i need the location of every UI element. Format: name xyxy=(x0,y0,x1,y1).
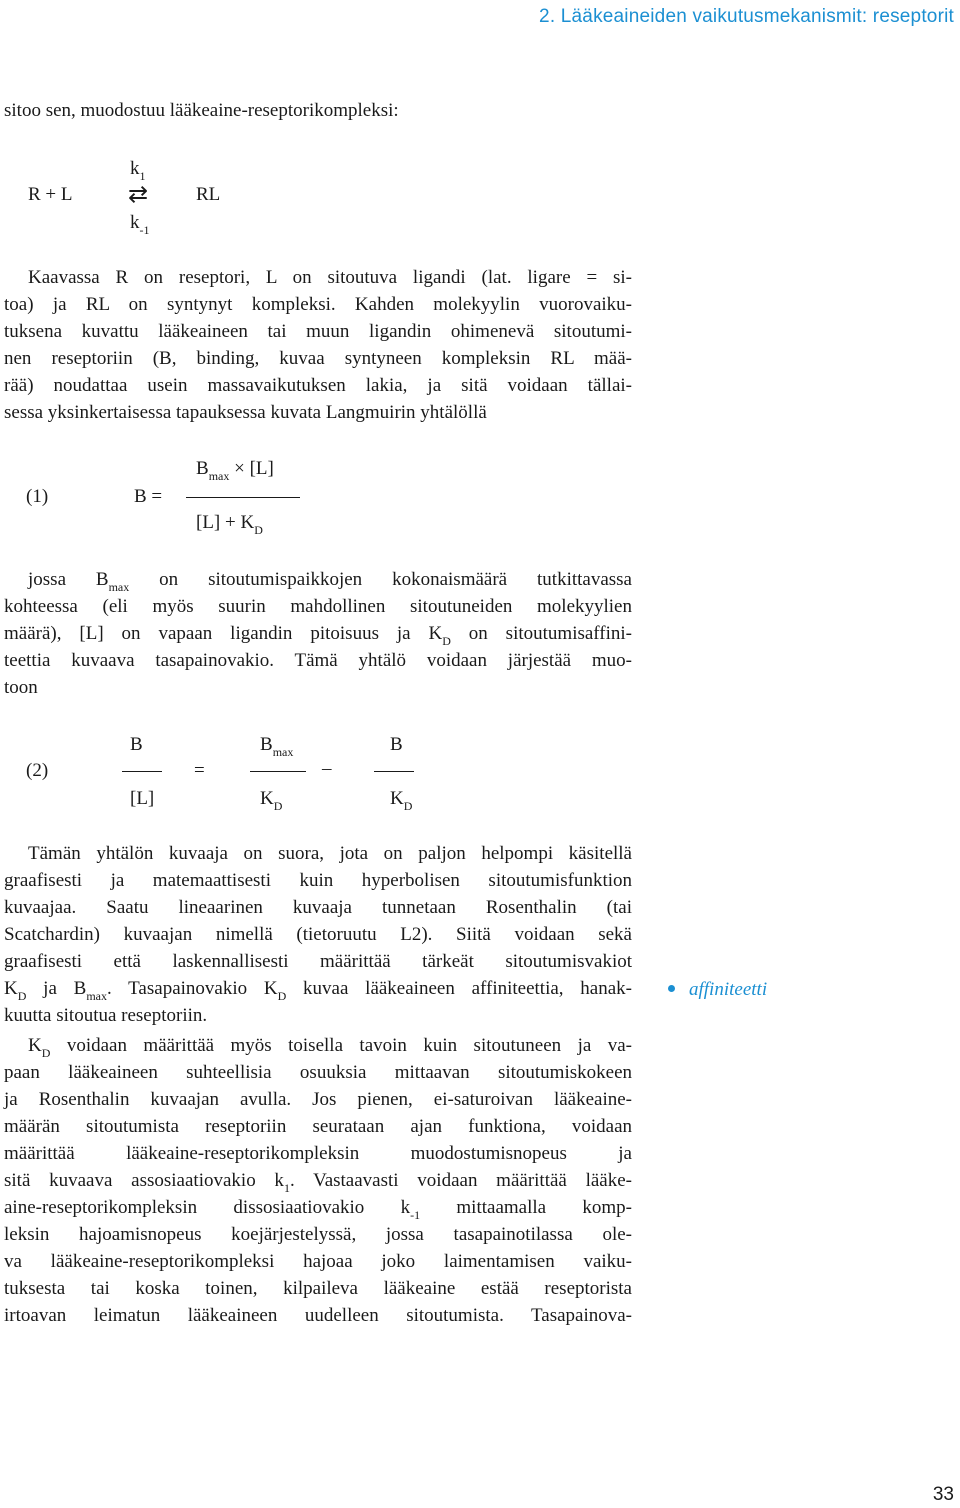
text-line: Scatchardin) kuvaajan nimellä (tietoruutu L2). Siitä voidaan sekä xyxy=(4,924,632,945)
text-line: kuvaajaa. Saatu lineaarinen kuvaaja tunnetaan Rosenthalin (tai xyxy=(4,897,632,918)
equation-numerator: $B_{max} \times [L]$ xyxy=(196,458,274,483)
text-line: kohteessa (eli myös suurin mahdollinen sitoutuneiden molekyylien xyxy=(4,596,632,617)
fraction-1-denominator: [L] xyxy=(130,788,155,809)
text-line: määrä), [L] on vapaan ligandin pitoisuus ja $K_D$ on sitoutumisaffini- xyxy=(4,623,632,648)
text-line: $K_D$ ja $B_{max}$. Tasapainovakio $K_D$ kuvaa lääkeaineen affiniteettia, hanak- xyxy=(4,978,633,1003)
chapter-header: 2. Lääkeaineiden vaikutusmekanismit: reseptorit xyxy=(539,6,954,27)
text-line: jossa $B_{max}$ on sitoutumispaikkojen kokonaismäärä tutkittavassa xyxy=(28,569,632,594)
fraction-3-denominator: $K_D$ xyxy=(390,788,413,813)
text-line: nen reseptoriin (B, binding, kuvaa syntyneen kompleksin RL mää- xyxy=(4,348,632,369)
reactants: R + L xyxy=(28,184,73,205)
paragraph-2 xyxy=(4,566,632,701)
fraction-bar xyxy=(250,771,306,772)
text-line: Tämän yhtälön kuvaaja on suora, jota on paljon helpompi käsitellä xyxy=(28,843,632,864)
text-line: rää) noudattaa usein massavaikutuksen lakia, ja sitä voidaan tällai- xyxy=(4,375,632,396)
paragraph-4 xyxy=(4,1032,632,1329)
page-number: 33 xyxy=(932,1484,954,1505)
text-line: graafisesti että laskennallisesti määrittää tärkeät sitoutumisvakiot xyxy=(4,951,632,972)
text-line: sitä kuvaava assosiaatiovakio $k_1$. Vastaavasti voidaan määrittää lääke- xyxy=(4,1170,632,1195)
text-line: tuksesta tai koska toinen, kilpaileva lääkeaine estää reseptorista xyxy=(4,1278,632,1299)
text-line: $K_D$ voidaan määrittää myös toisella tavoin kuin sitoutuneen ja va- xyxy=(28,1035,632,1060)
bullet-icon xyxy=(668,985,675,992)
text-line: määrän sitoutumista reseptoriin seurataan ajan funktiona, voidaan xyxy=(4,1116,632,1137)
text-line: leksin hajoamisnopeus koejärjestelyssä, jossa tasapainotilassa ole- xyxy=(4,1224,632,1245)
equation-lhs: B = xyxy=(134,486,163,507)
equation-number: (2) xyxy=(26,760,49,781)
fraction-bar xyxy=(374,771,414,772)
text-line: määrittää lääkeaine-reseptorikompleksin muodostumisnopeus ja xyxy=(4,1143,632,1164)
text-line: Kaavassa R on reseptori, L on sitoutuva ligandi (lat. ligare = si- xyxy=(28,267,632,288)
text-line: va lääkeaine-reseptorikompleksi hajoaa joko laimentamisen vaiku- xyxy=(4,1251,632,1272)
fraction-3-numerator: B xyxy=(390,734,403,755)
fraction-1-numerator: B xyxy=(130,734,143,755)
product: RL xyxy=(196,184,221,205)
fraction-2-denominator: $K_D$ xyxy=(260,788,283,813)
text-line: toon xyxy=(4,677,38,698)
fraction-bar xyxy=(186,497,300,498)
fraction-2-numerator: $B_{max}$ xyxy=(260,734,294,759)
text-line: ja Rosenthalin kuvaajan avulla. Jos pienen, ei-saturoivan lääkeaine- xyxy=(4,1089,632,1110)
text-line: teettia kuvaava tasapainovakio. Tämä yhtälö voidaan järjestää muo- xyxy=(4,650,632,671)
intro-line: sitoo sen, muodostuu lääkeaine-reseptorikompleksi: xyxy=(4,100,399,121)
equals-sign: = xyxy=(194,760,205,781)
text-line: kuutta sitoutua reseptoriin. xyxy=(4,1005,208,1026)
equation-denominator: $[L] + K_D$ xyxy=(196,512,263,537)
text-line: aine-reseptorikompleksin dissosiaatiovakio $k_{-1}$ mittaamalla komp- xyxy=(4,1197,632,1222)
text-line: sessa yksinkertaisessa tapauksessa kuvata Langmuirin yhtälöllä xyxy=(4,402,487,423)
rate-constant-forward: $k_1$ xyxy=(130,158,146,183)
paragraph-1 xyxy=(4,264,632,426)
minus-sign: – xyxy=(322,758,332,779)
rate-constant-reverse: $k_{-1}$ xyxy=(130,212,150,237)
text-line: tuksena kuvattu lääkeaineen tai muun ligandin ohimenevä sitoutumi- xyxy=(4,321,632,342)
fraction-bar xyxy=(122,771,162,772)
paragraph-3 xyxy=(4,840,632,1029)
text-line: toa) ja RL on syntynyt kompleksi. Kahden molekyylin vuorovaiku- xyxy=(4,294,632,315)
margin-note-text: affiniteetti xyxy=(689,979,768,1000)
equilibrium-arrows-icon: ⇄ xyxy=(128,182,149,208)
margin-note xyxy=(668,979,767,1001)
text-line: graafisesti ja matemaattisesti kuin hyperbolisen sitoutumisfunktion xyxy=(4,870,632,891)
text-line: paan lääkeaineen suhteellisia osuuksia mittaavan sitoutumiskokeen xyxy=(4,1062,632,1083)
equation-number: (1) xyxy=(26,486,49,507)
text-line: irtoavan leimatun lääkeaineen uudelleen sitoutumista. Tasapainova- xyxy=(4,1305,632,1326)
